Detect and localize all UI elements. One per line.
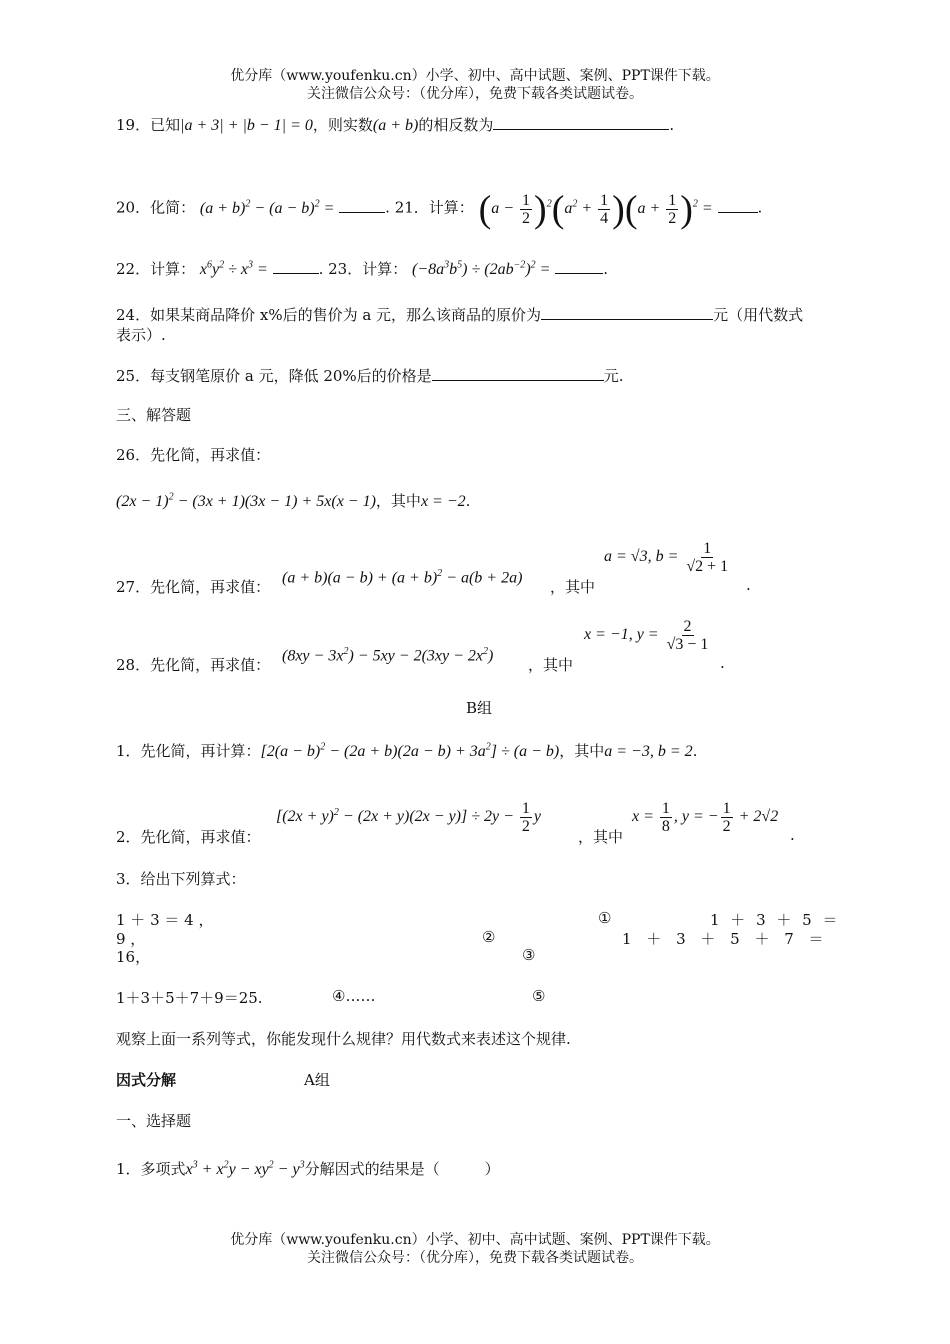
q26-values: x = −2 — [420, 493, 466, 510]
b3-row2b: 1 ＋ 3 ＋ 5 ＋ 7 ＝ — [622, 930, 824, 948]
b2-end: . — [790, 826, 795, 844]
question-26 — [116, 490, 470, 511]
q24-text: 24．如果某商品降价 x%后的售价为 a 元，那么该商品的原价为 — [116, 306, 542, 324]
q27-end: . — [746, 576, 751, 594]
b1-end: . — [692, 742, 698, 760]
b3-row1b: 1 ＋ 3 ＋ 5 ＝ — [710, 911, 838, 929]
answer-blank[interactable] — [273, 259, 319, 274]
q19-formula: |a + 3| + |b − 1| = 0 — [180, 117, 313, 134]
question-24-line2: 表示）. — [116, 326, 166, 344]
q26-where: ，其中 — [375, 492, 421, 510]
q19-prefix: 19．已知 — [116, 116, 181, 134]
c1-formula: $x^3 + x^2y - xy^2 - y^3$ — [185, 1159, 305, 1178]
q26-end: . — [465, 492, 471, 510]
page-header-line1: 优分库（www.youfenku.cn）小学、初中、高中试题、案例、PPT课件下载。 — [230, 68, 720, 84]
question-19 — [116, 114, 674, 135]
q22-end: . — [318, 260, 324, 278]
q25-end: 元. — [603, 367, 624, 385]
question-24 — [116, 304, 803, 325]
question-26-label: 26．先化简，再求值： — [116, 446, 271, 464]
question-25 — [116, 365, 623, 386]
answer-blank[interactable] — [493, 115, 669, 130]
b2-label: 2．先化简，再求值： — [116, 828, 261, 846]
q27-formula: $(a + b)(a - b) + (a + b)^2 - a(b + 2a)$ — [282, 568, 523, 587]
c1-suffix: 分解因式的结果是（ ） — [304, 1160, 500, 1178]
q19-end: . — [669, 116, 675, 134]
q23-label: 23．计算： — [328, 260, 408, 278]
q25-text: 25．每支钢笔原价 a 元，降低 20%后的价格是 — [116, 367, 432, 385]
answer-blank[interactable] — [432, 366, 604, 381]
q27-where: ，其中 — [550, 578, 596, 596]
section-choice: 一、选择题 — [116, 1112, 192, 1130]
q28-end: . — [720, 654, 725, 672]
circled-4: ④…… — [332, 987, 376, 1005]
q23-end: . — [603, 260, 608, 278]
b1-where: ，其中 — [559, 742, 605, 760]
b3-observe: 观察上面一系列等式，你能发现什么规律？用代数式来表述这个规律. — [116, 1030, 571, 1048]
q21-formula: (a − $\frac{1}{2}$ )$^2(a^2$ + $\frac{1}{4}$ )(a + $\frac{1}{2}$ )$^2$ = — [478, 188, 713, 230]
q21-end: . — [757, 198, 763, 217]
b2-formula: $[(2x + y)^2 - (2x + y)(2x - y)] \div 2y$ − $\frac{1}{2}$ y — [276, 800, 542, 835]
factor-group: A组 — [304, 1071, 330, 1089]
q28-formula: $(8xy - 3x^2) - 5xy - 2(3xy - 2x^2)$ — [282, 646, 494, 665]
question-b1 — [116, 740, 697, 761]
factor-title: 因式分解 — [116, 1071, 177, 1089]
q28-label: 28．先化简，再求值： — [116, 656, 271, 674]
q27-label: 27．先化简，再求值： — [116, 578, 271, 596]
answer-blank[interactable] — [339, 198, 385, 213]
question-c1 — [116, 1158, 500, 1179]
b3-row1a: 1 ＋ 3 ＝ 4 ， — [116, 911, 214, 929]
b1-label: 1．先化简，再计算： — [116, 742, 261, 760]
question-b3-label: 3．给出下列算式： — [116, 870, 246, 888]
q28-where: ，其中 — [528, 656, 574, 674]
page-footer-line1: 优分库（www.youfenku.cn）小学、初中、高中试题、案例、PPT课件下载。 — [230, 1232, 720, 1248]
q26-formula: $(2x - 1)^2 - (3x + 1)(3x - 1) + 5x(x - 1)$ — [116, 491, 376, 510]
page-footer-line2: 关注微信公众号：（优分库），免费下载各类试题试卷。 — [307, 1250, 643, 1266]
b2-values: x = $\frac{1}{8}$ , y = − $\frac{1}{2}$ + 2√2 — [632, 800, 779, 835]
c1-label: 1．多项式 — [116, 1160, 186, 1178]
group-b-heading: B组 — [466, 699, 493, 717]
q19-suffix: 的相反数为 — [418, 116, 494, 134]
page-header-line2: 关注微信公众号：（优分库），免费下载各类试题试卷。 — [307, 86, 643, 102]
section-heading-3: 三、解答题 — [116, 406, 192, 424]
b3-row2a: 9 ， — [116, 930, 146, 948]
b2-where: ，其中 — [578, 828, 624, 846]
q20-label: 20．化简： — [116, 198, 196, 217]
q20-end: . — [385, 198, 390, 217]
answer-blank[interactable] — [555, 259, 603, 274]
circled-5: ⑤ — [532, 987, 546, 1005]
q21-label: 21．计算： — [394, 198, 474, 217]
question-22 — [116, 258, 608, 279]
q22-formula: $x^6y^2 \div x^3$ = — [199, 259, 268, 278]
circled-2: ② — [482, 928, 496, 946]
q22-label: 22．计算： — [116, 260, 196, 278]
answer-blank[interactable] — [541, 305, 713, 320]
answer-blank[interactable] — [718, 198, 758, 213]
q19-expr: (a + b) — [372, 117, 419, 134]
circled-3: ③ — [522, 946, 536, 964]
q23-formula: $(-8a^3b^5) \div (2ab^{-2})^2$ = — [412, 259, 551, 278]
b1-formula: $[2(a - b)^2 - (2a + b)(2a - b) + 3a^2] \div (a - b)$ — [260, 741, 560, 760]
q19-mid: ，则实数 — [312, 116, 373, 134]
q27-values: a = √3, b = $\frac{1}{√2 + 1}$ — [604, 540, 729, 575]
b1-values: a = −3, b = 2 — [604, 743, 693, 760]
q20-formula: $(a + b)^2 - (a - b)^2$ = — [199, 198, 335, 217]
b3-row3a: 16， — [116, 948, 151, 966]
question-20 — [116, 190, 762, 228]
q24-unit: 元（用代数式 — [713, 306, 804, 324]
q28-values: x = −1, y = $\frac{2}{√3 - 1}$ — [584, 618, 709, 653]
b3-row4a: 1＋3＋5＋7＋9＝25. — [116, 989, 263, 1007]
circled-1: ① — [598, 909, 612, 927]
